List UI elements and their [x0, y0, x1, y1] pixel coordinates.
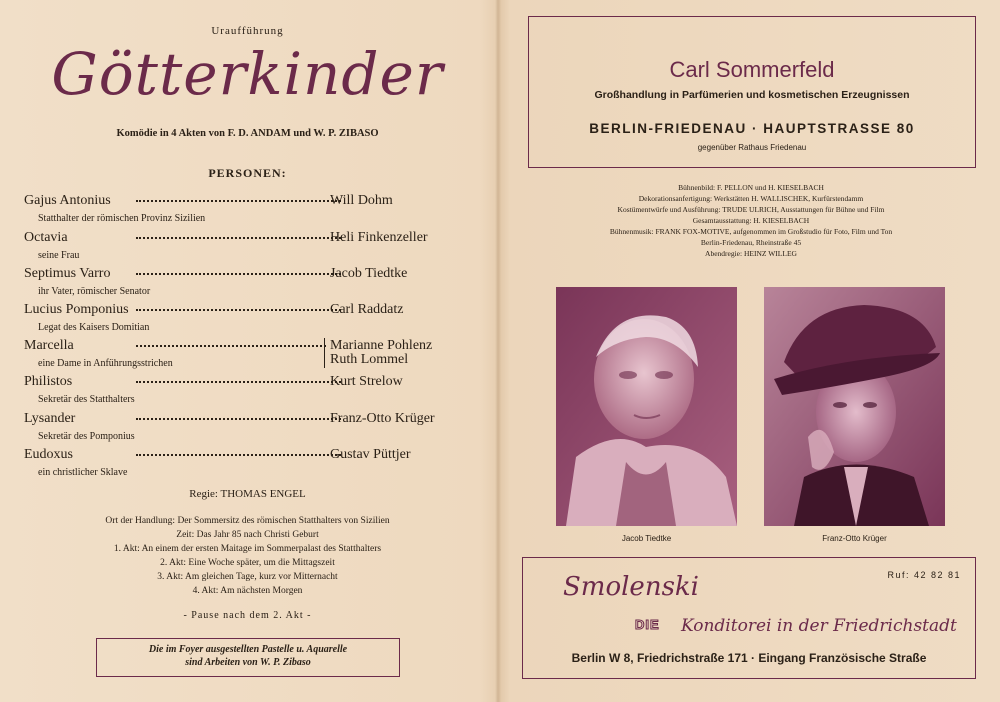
role-description: Sekretär des Pomponius: [38, 431, 135, 442]
role-name: Marcella: [24, 338, 74, 353]
actor-name: Jacob Tiedtke: [330, 266, 408, 281]
role-description: seine Frau: [38, 250, 80, 261]
production-credit: Gesamtausstattung: H. KIESELBACH: [692, 216, 810, 225]
cast-row: [24, 338, 464, 369]
director-credit: Regie: THOMAS ENGEL: [189, 488, 306, 500]
dot-leader: [136, 236, 341, 239]
role-name: Lysander: [24, 411, 76, 426]
dot-leader: [136, 453, 341, 456]
premiere-label: Uraufführung: [211, 25, 284, 37]
dot-leader: [136, 272, 341, 275]
dot-leader: [136, 308, 341, 311]
role-description: ihr Vater, römischer Senator: [38, 286, 151, 297]
actor-bracket: [324, 338, 329, 368]
role-description: Statthalter der römischen Provinz Sizilien: [38, 213, 206, 224]
center-fold: [495, 0, 501, 702]
cast-row: [24, 193, 464, 224]
cast-row: [24, 230, 464, 261]
actor-name: Gustav Püttjer: [330, 447, 411, 462]
ad-address: Berlin W 8, Friedrichstraße 171 · Eingang Französische Straße: [571, 651, 927, 665]
setting-line: Ort der Handlung: Der Sommersitz des römischen Statthalters von Sizilien: [105, 516, 390, 526]
actor-name: Will Dohm: [330, 193, 393, 208]
act-line: 3. Akt: Am gleichen Tage, kurz vor Mitternacht: [157, 572, 338, 582]
production-credit: Abendregie: HEINZ WILLEG: [705, 249, 797, 258]
foyer-line-2: sind Arbeiten von W. P. Zibaso: [185, 657, 311, 668]
role-description: eine Dame in Anführungsstrichen: [38, 358, 173, 369]
ad-address: BERLIN-FRIEDENAU · HAUPTSTRASSE 80: [589, 121, 915, 136]
cast-row: [24, 374, 464, 405]
production-credit: Dekorationsanfertigung: Werkstätten H. WALLISCHEK, Kurfürstendamm: [638, 194, 864, 203]
production-credit: Bühnenbild: F. PELLON und H. KIESELBACH: [678, 183, 824, 192]
role-name: Eudoxus: [24, 447, 73, 462]
cast-row: [24, 447, 464, 478]
play-title: Götterkinder: [51, 40, 444, 108]
act-line: 2. Akt: Eine Woche später, um die Mittagszeit: [160, 558, 335, 568]
actor-name: Kurt Strelow: [330, 374, 403, 389]
time-line: Zeit: Das Jahr 85 nach Christi Geburt: [176, 530, 319, 540]
dot-leader: [136, 344, 326, 347]
role-name: Lucius Pomponius: [24, 302, 129, 317]
role-description: ein christlicher Sklave: [38, 467, 128, 478]
actor-name-alt: Ruth Lommel: [330, 352, 409, 367]
foyer-line-1: Die im Foyer ausgestellten Pastelle u. Aquarelle: [148, 644, 348, 655]
dot-leader: [136, 417, 341, 420]
production-credit: Bühnenmusik: FRANK FOX-MOTIVE, aufgenommen im Großstudio für Foto, Film und Ton: [609, 227, 893, 236]
ad-location-note: gegenüber Rathaus Friedenau: [697, 143, 807, 152]
ad-company-name: Carl Sommerfeld: [669, 57, 835, 82]
dot-leader: [136, 199, 341, 202]
production-credit: Kostümentwürfe und Ausführung: TRUDE ULRICH, Ausstattungen für Bühne und Film: [617, 205, 885, 214]
photo-caption: Franz-Otto Krüger: [822, 534, 887, 543]
photo-caption: Jacob Tiedtke: [621, 534, 672, 543]
actor-name: Carl Raddatz: [330, 302, 404, 317]
phone-number: Ruf: 42 82 81: [887, 570, 961, 580]
portrait-photo-tiedtke: [556, 287, 737, 526]
role-name: Septimus Varro: [24, 266, 111, 281]
role-name: Octavia: [24, 230, 68, 245]
portrait-photo-krueger: [764, 287, 945, 526]
cast-row: [24, 411, 464, 442]
role-name: Philistos: [24, 374, 73, 389]
foyer-notice: [96, 638, 400, 677]
ad-business-line: Großhandlung in Parfümerien und kosmetischen Erzeugnissen: [594, 89, 910, 101]
intermission-note: - Pause nach dem 2. Akt -: [183, 610, 312, 621]
play-subtitle: Komödie in 4 Akten von F. D. ANDAM und W. P. ZIBASO: [116, 128, 379, 139]
dot-leader: [136, 380, 341, 383]
role-description: Sekretär des Statthalters: [38, 394, 135, 405]
ad-article: DIE: [635, 617, 660, 632]
cast-row: [24, 266, 464, 297]
actor-name: Marianne Pohlenz: [330, 338, 433, 353]
actor-name: Franz-Otto Krüger: [330, 411, 435, 426]
ad-company-name: Smolenski: [563, 572, 699, 602]
sommerfeld-ad: [528, 16, 976, 168]
production-credit: Berlin-Friedenau, Rheinstraße 45: [700, 238, 802, 247]
role-description: Legat des Kaisers Domitian: [38, 322, 150, 333]
actor-name: Heli Finkenzeller: [330, 230, 428, 245]
ad-tagline: Konditorei in der Friedrichstadt: [681, 616, 957, 636]
cast-heading: PERSONEN:: [208, 166, 287, 180]
act-line: 4. Akt: Am nächsten Morgen: [192, 586, 303, 596]
cast-row: [24, 302, 464, 333]
act-line: 1. Akt: An einem der ersten Maitage im Sommerpalast des Statthalters: [113, 544, 382, 554]
role-name: Gajus Antonius: [24, 193, 111, 208]
smolenski-ad: [522, 557, 976, 679]
